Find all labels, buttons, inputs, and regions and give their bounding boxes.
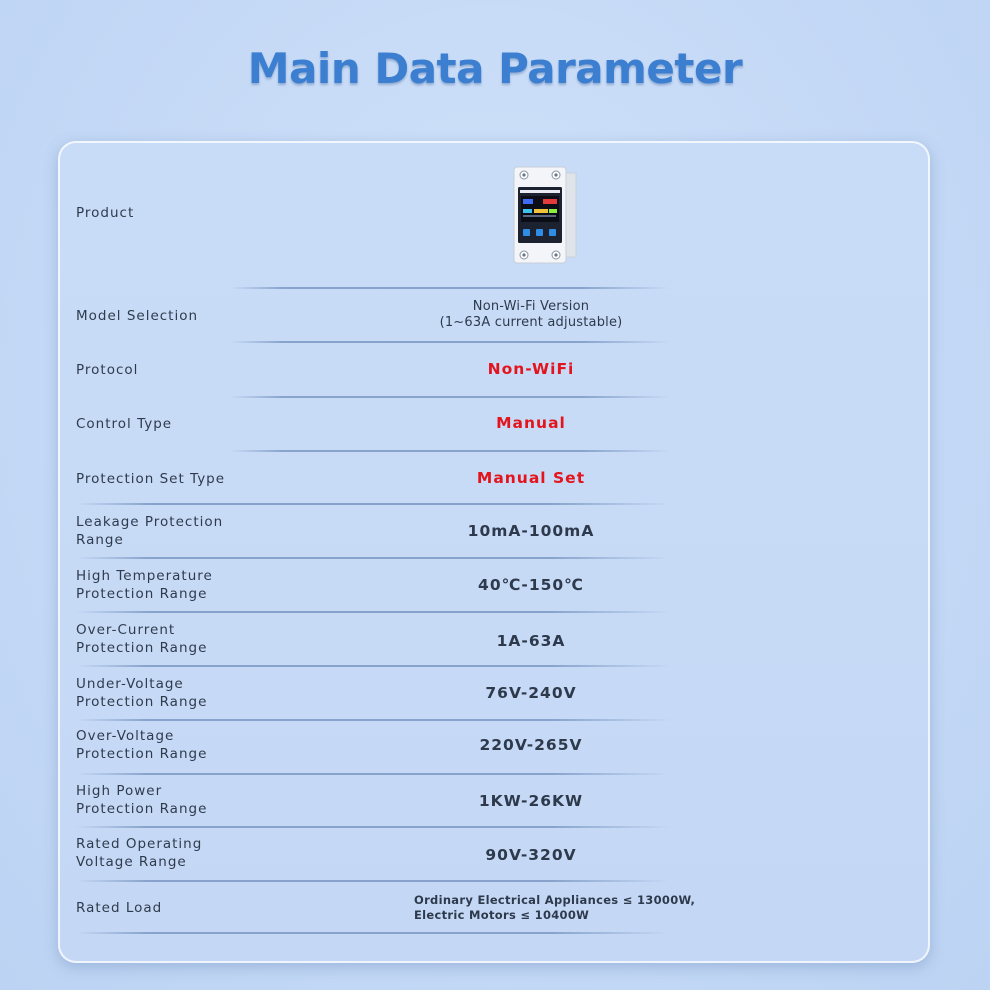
row-label: Under-Voltage Protection Range [76,676,208,710]
row-divider [76,665,670,667]
row-divider [76,826,670,828]
row-divider [76,557,670,559]
row-value: 90V-320V [485,846,577,864]
row-value: 10mA-100mA [467,522,595,540]
row-value: 40℃-150℃ [478,576,584,594]
row-divider [76,880,670,882]
row-value: Non-WiFi [487,360,575,378]
row-value: 76V-240V [485,684,577,702]
row-value: Manual Set [476,469,586,487]
row-divider [76,611,670,613]
row-label: High Power Protection Range [76,783,208,817]
row-label: High Temperature Protection Range [76,568,213,602]
row-value: Non-Wi-Fi Version (1~63A current adjustable) [439,299,623,330]
row-value: Manual [496,414,566,432]
row-divider [76,932,670,934]
row-label: Control Type [76,416,173,432]
row-label: Protocol [76,362,139,378]
row-label: Rated Operating Voltage Range [76,836,203,870]
row-label: Over-Current Protection Range [76,622,208,656]
page-title: Main Data Parameter [247,44,743,93]
row-label: Leakage Protection Range [76,514,224,548]
din-rail-protector-device-image [512,165,578,265]
row-label: Protection Set Type [76,471,226,487]
row-label: Product [76,205,135,221]
row-divider [230,341,670,343]
row-label: Rated Load [76,900,163,916]
row-divider [230,287,670,289]
row-value: 1KW-26KW [478,792,584,810]
row-divider [76,503,670,505]
row-value: Ordinary Electrical Appliances ≤ 13000W, Electric Motors ≤ 10400W [414,893,696,922]
row-divider [230,396,670,398]
row-divider [230,450,670,452]
row-divider [76,719,670,721]
row-label: Model Selection [76,308,199,324]
row-value: 1A-63A [496,632,566,650]
row-value: 220V-265V [479,736,583,754]
row-label: Over-Voltage Protection Range [76,728,208,762]
row-divider [76,773,670,775]
